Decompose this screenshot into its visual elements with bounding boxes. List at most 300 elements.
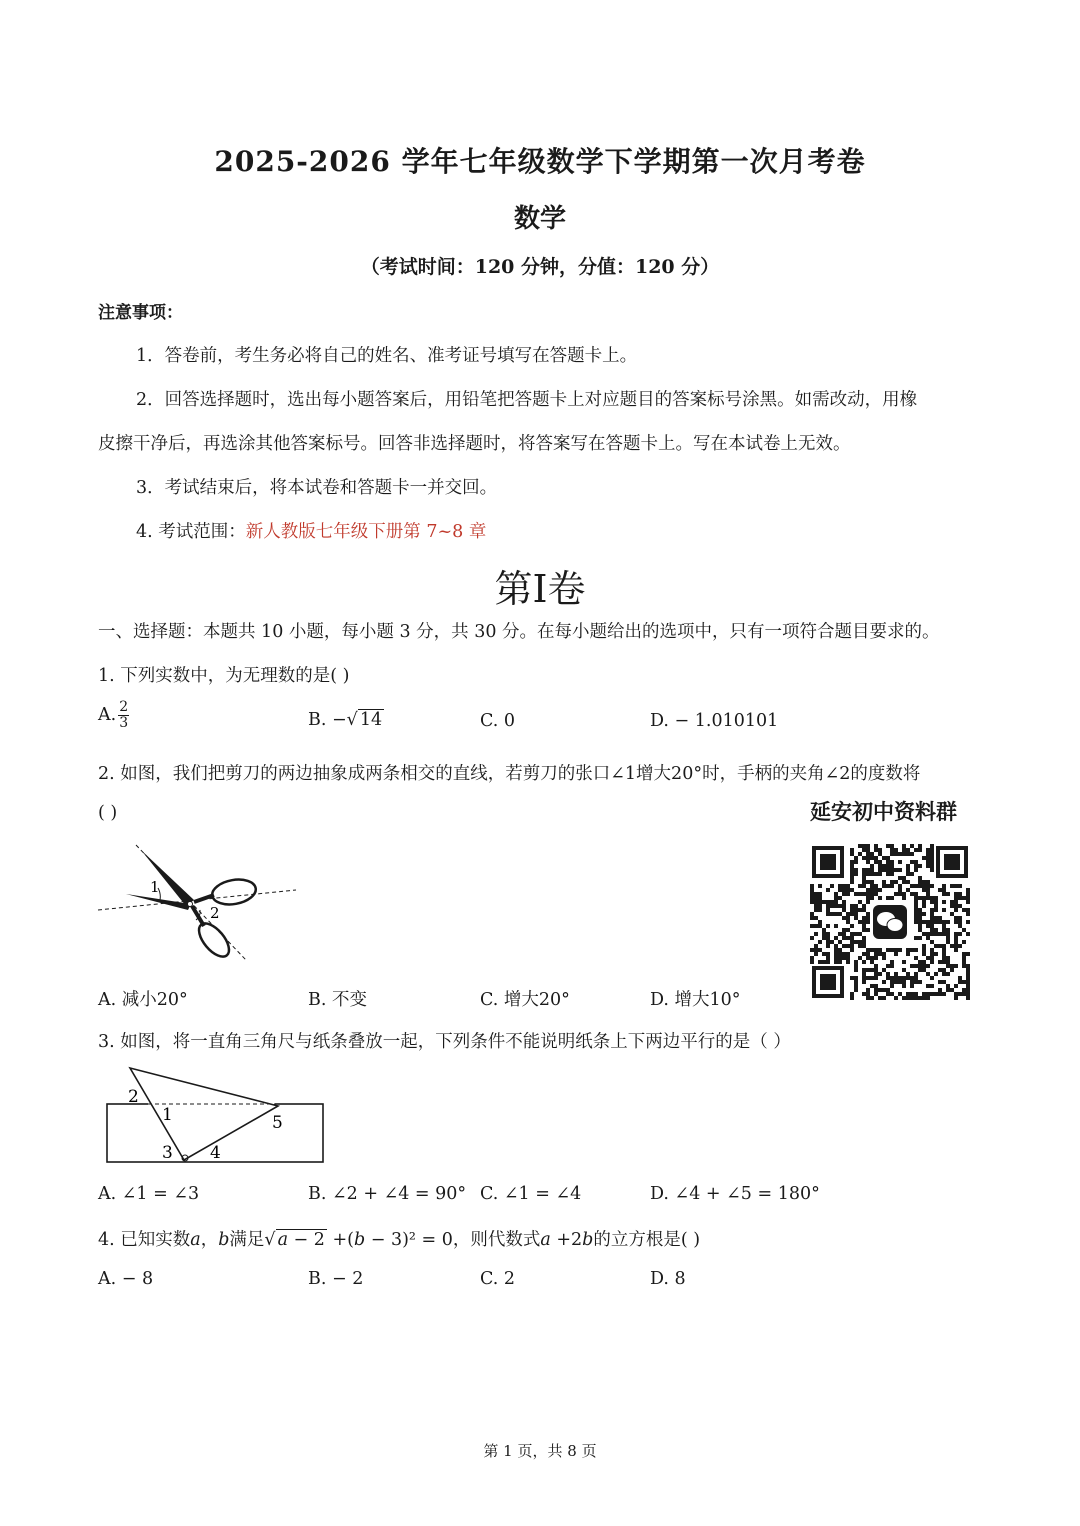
- fraction: [118, 700, 129, 731]
- qr-module: [866, 952, 870, 956]
- qr-module: [910, 872, 914, 876]
- qr-module: [958, 896, 962, 900]
- qr-module: [942, 956, 946, 960]
- qr-module: [934, 916, 938, 920]
- qr-module: [814, 952, 818, 956]
- qr-module: [922, 968, 926, 972]
- qr-module: [942, 884, 946, 888]
- volume-title: 第I卷: [494, 567, 586, 611]
- qr-module: [886, 872, 890, 876]
- qr-module: [818, 908, 822, 912]
- qr-module: [846, 956, 850, 960]
- subject-title: 数学: [513, 204, 566, 234]
- qr-module: [894, 972, 898, 976]
- qr-module: [818, 948, 822, 952]
- qr-module: [826, 960, 830, 964]
- qr-module: [958, 992, 962, 996]
- qr-module: [914, 980, 918, 984]
- qr-module: [854, 984, 858, 988]
- qr-module: [926, 972, 930, 976]
- qr-module: [826, 904, 830, 908]
- qr-module: [930, 844, 934, 848]
- qr-module: [962, 988, 966, 992]
- notice-item-1: 1．答卷前，考生务必将自己的姓名、准考证号填写在答题卡上。: [136, 346, 638, 366]
- qr-module: [966, 988, 970, 992]
- qr-module: [898, 852, 902, 856]
- qr-module: [850, 932, 854, 936]
- question-1-option-b-label: B. −: [308, 710, 347, 730]
- qr-module: [858, 892, 862, 896]
- question-3-stem: 3. 如图，将一直角三角尺与纸条叠放一起，下列条件不能说明纸条上下两边平行的是（ ）: [98, 1032, 791, 1052]
- qr-module: [814, 948, 818, 952]
- qr-module: [850, 904, 854, 908]
- qr-module: [850, 936, 854, 940]
- page-number: 第 1 页，共 8 页: [483, 1442, 597, 1460]
- qr-module: [914, 860, 918, 864]
- qr-module: [914, 996, 918, 1000]
- qr-module: [882, 880, 886, 884]
- qr-module: [938, 992, 942, 996]
- question-4-option-c: C. 2: [480, 1269, 516, 1289]
- qr-module: [862, 892, 866, 896]
- qr-module: [894, 880, 898, 884]
- qr-module: [926, 888, 930, 892]
- qr-module: [822, 928, 826, 932]
- qr-module: [906, 976, 910, 980]
- question-4-radicand: 𝑎 − 2: [277, 1230, 325, 1250]
- qr-module: [814, 916, 818, 920]
- qr-module: [946, 984, 950, 988]
- qr-module: [926, 856, 930, 860]
- qr-module: [930, 916, 934, 920]
- qr-module: [882, 952, 886, 956]
- qr-module: [830, 884, 834, 888]
- qr-module: [878, 868, 882, 872]
- qr-module: [914, 920, 918, 924]
- qr-module: [846, 960, 850, 964]
- qr-module: [870, 996, 874, 1000]
- qr-module: [942, 944, 946, 948]
- qr-module: [922, 912, 926, 916]
- qr-module: [858, 884, 862, 888]
- qr-module: [922, 904, 926, 908]
- qr-module: [818, 920, 822, 924]
- qr-module: [870, 984, 874, 988]
- qr-module: [966, 932, 970, 936]
- qr-module: [918, 848, 922, 852]
- qr-module: [954, 896, 958, 900]
- question-2-option-d: D. 增大10°: [650, 990, 741, 1010]
- qr-module: [866, 896, 870, 900]
- qr-module: [850, 888, 854, 892]
- question-2-option-b: B. 不变: [308, 990, 367, 1010]
- qr-module: [854, 976, 858, 980]
- qr-module: [898, 860, 902, 864]
- qr-module: [850, 848, 854, 852]
- qr-module: [926, 932, 930, 936]
- qr-module: [918, 980, 922, 984]
- qr-module: [826, 944, 830, 948]
- qr-module: [858, 956, 862, 960]
- question-1-option-d: D. − 1.010101: [650, 711, 779, 731]
- qr-module: [966, 996, 970, 1000]
- qr-module: [858, 932, 862, 936]
- qr-module: [914, 992, 918, 996]
- label-angle-4: 4: [210, 1143, 221, 1163]
- qr-module: [862, 952, 866, 956]
- qr-module: [966, 984, 970, 988]
- qr-module: [866, 920, 870, 924]
- qr-module: [854, 932, 858, 936]
- qr-module: [862, 992, 866, 996]
- qr-module: [870, 948, 874, 952]
- qr-module: [954, 996, 958, 1000]
- qr-module: [890, 992, 894, 996]
- qr-module: [922, 964, 926, 968]
- qr-module: [850, 940, 854, 944]
- qr-module: [866, 992, 870, 996]
- qr-module: [826, 956, 830, 960]
- qr-module: [918, 912, 922, 916]
- qr-finder-top-left: [812, 846, 844, 878]
- qr-module: [822, 952, 826, 956]
- qr-module: [846, 892, 850, 896]
- qr-module: [866, 852, 870, 856]
- qr-module: [834, 896, 838, 900]
- qr-module: [958, 932, 962, 936]
- qr-module: [954, 944, 958, 948]
- qr-module: [842, 952, 846, 956]
- qr-module: [906, 972, 910, 976]
- qr-module: [954, 892, 958, 896]
- qr-module: [814, 892, 818, 896]
- qr-module: [894, 996, 898, 1000]
- qr-module: [930, 856, 934, 860]
- qr-module: [854, 860, 858, 864]
- qr-module: [910, 860, 914, 864]
- qr-module: [954, 948, 958, 952]
- qr-module: [834, 952, 838, 956]
- page-title: 2025-2026 学年七年级数学下学期第一次月考卷: [214, 145, 866, 178]
- qr-module: [850, 976, 854, 980]
- exam-scope: 新人教版七年级下册第 7~8 章: [245, 522, 487, 542]
- qr-module: [926, 964, 930, 968]
- qr-module: [914, 936, 918, 940]
- qr-module: [914, 912, 918, 916]
- qr-module: [870, 956, 874, 960]
- handle-upper: [210, 876, 257, 907]
- qr-module: [886, 844, 890, 848]
- qr-module: [918, 936, 922, 940]
- qr-module: [898, 992, 902, 996]
- qr-module: [930, 952, 934, 956]
- radicand: 14: [359, 710, 383, 730]
- qr-module: [938, 888, 942, 892]
- qr-module: [830, 904, 834, 908]
- question-2-paren: ( ): [98, 803, 118, 823]
- qr-module: [930, 928, 934, 932]
- qr-module: [954, 908, 958, 912]
- qr-module: [962, 980, 966, 984]
- qr-module: [958, 884, 962, 888]
- qr-module: [898, 948, 902, 952]
- qr-module: [834, 900, 838, 904]
- question-2-option-a: A. 减小20°: [98, 990, 188, 1010]
- qr-module: [854, 916, 858, 920]
- pivot: [188, 902, 193, 907]
- qr-module: [890, 852, 894, 856]
- qr-module: [842, 936, 846, 940]
- qr-module: [854, 980, 858, 984]
- qr-module: [814, 944, 818, 948]
- question-4-stem: 4. 已知实数𝑎，𝑏满足√ 𝑎 − 2 +(𝑏 − 3)² = 0，则代数式𝑎 +2𝑏的立方根是( ): [98, 1230, 701, 1250]
- label-angle-1: 1: [150, 878, 160, 896]
- qr-module: [870, 888, 874, 892]
- qr-module: [886, 864, 890, 868]
- question-1-stem: 1. 下列实数中，为无理数的是( ): [98, 666, 350, 686]
- qr-module: [922, 932, 926, 936]
- qr-module: [862, 920, 866, 924]
- qr-module: [950, 988, 954, 992]
- qr-module: [966, 908, 970, 912]
- qr-module: [810, 900, 814, 904]
- qr-module: [966, 920, 970, 924]
- qr-module: [854, 872, 858, 876]
- qr-module: [910, 852, 914, 856]
- qr-module: [962, 956, 966, 960]
- qr-module: [954, 900, 958, 904]
- qr-module: [938, 960, 942, 964]
- qr-module: [870, 872, 874, 876]
- qr-module: [886, 856, 890, 860]
- qr-module: [886, 884, 890, 888]
- qr-module: [954, 984, 958, 988]
- qr-module: [834, 936, 838, 940]
- qr-module: [926, 848, 930, 852]
- qr-module: [834, 924, 838, 928]
- qr-module: [914, 916, 918, 920]
- qr-module: [870, 976, 874, 980]
- qr-module: [954, 932, 958, 936]
- qr-module: [966, 888, 970, 892]
- question-1-option-c: C. 0: [480, 711, 516, 731]
- qr-module: [866, 860, 870, 864]
- qr-module: [942, 972, 946, 976]
- qr-module: [850, 912, 854, 916]
- qr-module: [926, 860, 930, 864]
- qr-module: [930, 976, 934, 980]
- qr-module: [942, 968, 946, 972]
- qr-module: [914, 896, 918, 900]
- qr-module: [950, 900, 954, 904]
- qr-module: [878, 888, 882, 892]
- qr-module: [886, 992, 890, 996]
- qr-module: [850, 944, 854, 948]
- qr-module: [942, 924, 946, 928]
- qr-module: [914, 976, 918, 980]
- qr-module: [818, 940, 822, 944]
- qr-module: [890, 860, 894, 864]
- qr-module: [854, 968, 858, 972]
- qr-module: [862, 872, 866, 876]
- qr-module: [830, 940, 834, 944]
- qr-module: [842, 916, 846, 920]
- qr-module: [902, 980, 906, 984]
- qr-module: [914, 904, 918, 908]
- label-angle-2: 2: [210, 904, 220, 922]
- qr-module: [818, 900, 822, 904]
- qr-module: [866, 888, 870, 892]
- qr-module: [918, 880, 922, 884]
- notice-item-4-label: 4. 考试范围：: [136, 522, 246, 542]
- qr-module: [850, 860, 854, 864]
- qr-module: [918, 896, 922, 900]
- qr-module: [870, 864, 874, 868]
- question-1-option-a-label: A.: [98, 705, 117, 725]
- qr-module: [954, 992, 958, 996]
- qr-module: [862, 880, 866, 884]
- qr-module: [862, 940, 866, 944]
- qr-module: [946, 964, 950, 968]
- qr-module: [854, 960, 858, 964]
- qr-module: [882, 868, 886, 872]
- qr-finder-bottom-left: [812, 966, 844, 998]
- qr-module: [938, 944, 942, 948]
- qr-module: [850, 876, 854, 880]
- qr-module: [926, 992, 930, 996]
- qr-module: [962, 908, 966, 912]
- qr-code[interactable]: [810, 844, 970, 1000]
- qr-module: [966, 964, 970, 968]
- qr-module: [814, 900, 818, 904]
- qr-module: [946, 892, 950, 896]
- qr-module: [862, 884, 866, 888]
- qr-module: [930, 900, 934, 904]
- qr-module: [910, 992, 914, 996]
- qr-module: [854, 892, 858, 896]
- qr-module: [942, 900, 946, 904]
- qr-module: [866, 848, 870, 852]
- qr-module: [838, 896, 842, 900]
- qr-module: [830, 912, 834, 916]
- qr-module: [866, 868, 870, 872]
- qr-module: [858, 852, 862, 856]
- qr-module: [878, 872, 882, 876]
- qr-module: [874, 972, 878, 976]
- qr-module: [930, 932, 934, 936]
- qr-module: [906, 992, 910, 996]
- qr-module: [914, 884, 918, 888]
- qr-module: [890, 984, 894, 988]
- question-4-option-d: D. 8: [650, 1269, 686, 1289]
- qr-module: [902, 892, 906, 896]
- qr-module: [910, 964, 914, 968]
- qr-module: [850, 924, 854, 928]
- qr-module: [818, 892, 822, 896]
- qr-module: [902, 848, 906, 852]
- qr-module: [926, 896, 930, 900]
- qr-module: [874, 884, 878, 888]
- qr-module: [866, 892, 870, 896]
- qr-module: [878, 952, 882, 956]
- qr-module: [898, 976, 902, 980]
- exam-info: （考试时间：120 分钟，分值：120 分）: [360, 256, 720, 278]
- qr-module: [862, 848, 866, 852]
- qr-module: [882, 864, 886, 868]
- qr-module: [962, 952, 966, 956]
- qr-module: [890, 976, 894, 980]
- qr-module: [826, 888, 830, 892]
- qr-module: [842, 884, 846, 888]
- qr-module: [958, 976, 962, 980]
- qr-module: [930, 896, 934, 900]
- qr-module: [946, 928, 950, 932]
- qr-module: [958, 944, 962, 948]
- qr-module: [914, 964, 918, 968]
- label-angle-2: 2: [128, 1087, 139, 1107]
- qr-module: [894, 848, 898, 852]
- qr-module: [862, 944, 866, 948]
- qr-module: [882, 996, 886, 1000]
- qr-module: [894, 976, 898, 980]
- qr-module: [854, 964, 858, 968]
- qr-module: [962, 928, 966, 932]
- qr-module: [966, 892, 970, 896]
- qr-module: [894, 852, 898, 856]
- qr-module: [934, 992, 938, 996]
- qr-module: [814, 924, 818, 928]
- qr-module: [846, 944, 850, 948]
- qr-module: [930, 884, 934, 888]
- qr-module: [894, 868, 898, 872]
- qr-module: [862, 936, 866, 940]
- qr-module: [966, 992, 970, 996]
- qr-module: [826, 932, 830, 936]
- qr-module: [926, 924, 930, 928]
- qr-module: [890, 844, 894, 848]
- question-4-stem-pre: 4. 已知实数𝑎，𝑏满足: [98, 1230, 265, 1250]
- notice-item-3: 3．考试结束后，将本试卷和答题卡一并交回。: [136, 478, 498, 498]
- qr-module: [874, 988, 878, 992]
- qr-module: [918, 864, 922, 868]
- qr-module: [854, 908, 858, 912]
- qr-module: [942, 948, 946, 952]
- qr-module: [938, 980, 942, 984]
- qr-module: [946, 920, 950, 924]
- qr-module: [810, 896, 814, 900]
- qr-module: [858, 900, 862, 904]
- qr-module: [890, 980, 894, 984]
- qr-module: [958, 904, 962, 908]
- qr-module: [906, 868, 910, 872]
- qr-module: [838, 940, 842, 944]
- qr-module: [890, 964, 894, 968]
- qr-module: [842, 928, 846, 932]
- qr-module: [842, 904, 846, 908]
- qr-module: [954, 884, 958, 888]
- qr-module: [942, 920, 946, 924]
- qr-module: [878, 848, 882, 852]
- qr-module: [910, 976, 914, 980]
- qr-module: [902, 896, 906, 900]
- qr-module: [962, 896, 966, 900]
- qr-module: [810, 960, 814, 964]
- qr-module: [838, 888, 842, 892]
- qr-module: [958, 924, 962, 928]
- qr-module: [874, 892, 878, 896]
- qr-module: [930, 860, 934, 864]
- qr-module: [898, 888, 902, 892]
